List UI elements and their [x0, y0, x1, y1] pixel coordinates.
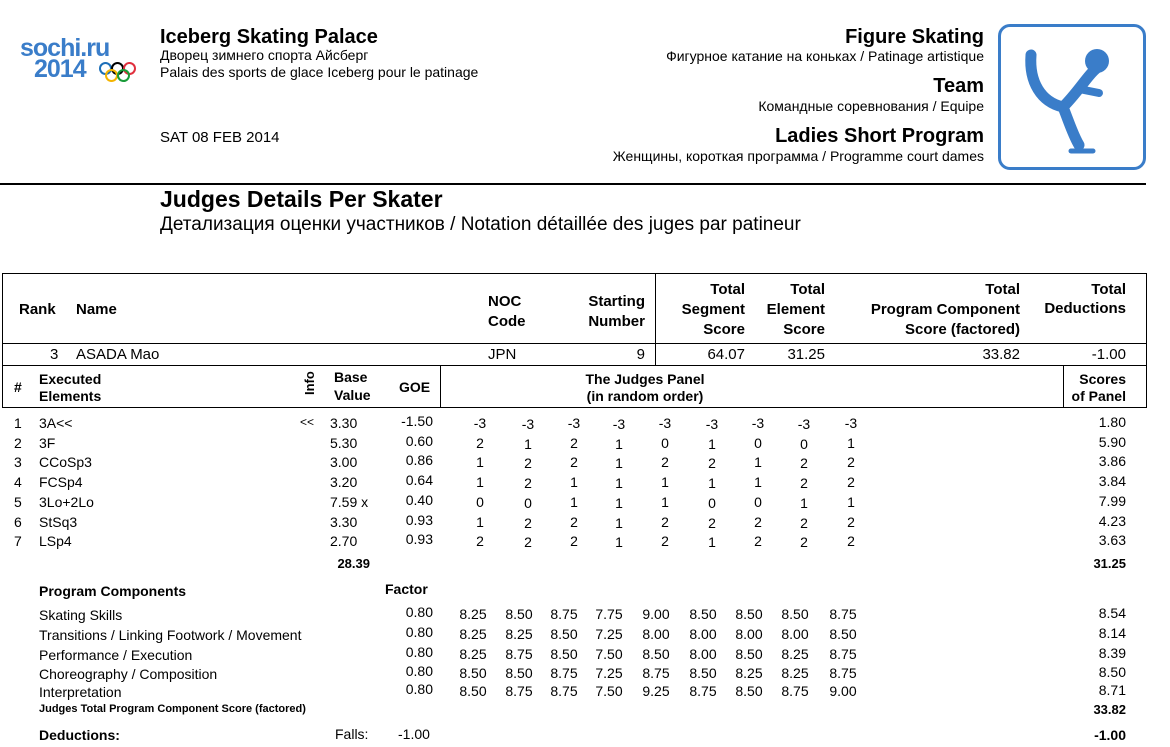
judge-mark: 8.50: [459, 683, 487, 699]
element-number: 3: [14, 454, 22, 471]
header-noc-line2: Code: [488, 313, 526, 330]
judge-score: 2: [524, 534, 532, 551]
base-value-total: 28.39: [337, 556, 370, 571]
judge-mark: 8.75: [829, 646, 857, 662]
judge-mark: 8.00: [781, 626, 809, 642]
judge-mark: 8.75: [781, 683, 809, 699]
header-start-line2: Number: [588, 313, 645, 330]
judge-score: 1: [754, 454, 762, 471]
element-score-total: 31.25: [1093, 556, 1126, 571]
falls-value: -1.00: [398, 726, 430, 742]
judge-score: 1: [708, 534, 716, 551]
judge-mark: 8.25: [459, 606, 487, 622]
header-tss-line3: Score: [703, 321, 745, 338]
judge-score: 0: [661, 434, 669, 451]
skater-total-pcs: 33.82: [982, 346, 1020, 363]
judge-score: 1: [615, 455, 623, 472]
header-tss-line2: Segment: [681, 301, 745, 318]
element-base-value: 3.30: [330, 513, 358, 530]
event-subtitle: Командные соревнования / Equipe: [758, 98, 984, 114]
element-goe: -1.50: [401, 413, 433, 429]
judge-score: 1: [615, 435, 623, 452]
element-goe: 0.60: [405, 432, 433, 449]
component-factor: 0.80: [405, 624, 433, 640]
header-tes-line3: Score: [783, 321, 825, 338]
header-pcs-line3: Score (factored): [904, 321, 1020, 338]
component-name: Interpretation: [39, 684, 122, 700]
header-ded-line2: Deductions: [1044, 300, 1126, 317]
judge-score: 1: [847, 434, 855, 451]
col-panel-line1: The Judges Panel: [585, 371, 705, 387]
deductions-total: -1.00: [1094, 727, 1126, 743]
judge-score: 2: [476, 434, 484, 451]
component-name: Performance / Execution: [39, 647, 193, 663]
component-panel-score: 8.39: [1098, 645, 1126, 661]
skater-total-segment-score: 64.07: [707, 346, 745, 363]
judge-score: 2: [708, 514, 716, 531]
judge-mark: 8.25: [505, 626, 533, 642]
header-ded-line1: Total: [1091, 281, 1126, 298]
element-base-value: 5.30: [330, 434, 358, 451]
judge-mark: 8.50: [550, 646, 578, 662]
judge-score: 2: [754, 533, 762, 550]
judge-score: 2: [800, 514, 808, 531]
judge-mark: 8.75: [550, 665, 578, 681]
component-factor: 0.80: [405, 663, 433, 679]
component-panel-score: 8.50: [1098, 664, 1126, 680]
skater-noc: JPN: [488, 346, 517, 363]
judge-score: 2: [661, 454, 669, 471]
judge-score: 0: [754, 434, 762, 451]
col-info: Info: [302, 371, 317, 395]
skater-name: ASADA Mao: [76, 346, 160, 363]
deductions-label: Deductions:: [39, 727, 120, 743]
judge-mark: 7.50: [595, 683, 623, 699]
pc-total-label: Judges Total Program Component Score (factored): [39, 703, 306, 715]
element-panel-score: 3.63: [1098, 532, 1126, 549]
judge-mark: 7.25: [595, 626, 623, 642]
segment-title: Ladies Short Program: [775, 125, 984, 147]
col-num: #: [14, 379, 22, 395]
element-panel-score: 3.86: [1098, 453, 1126, 470]
element-panel-score: 5.90: [1098, 433, 1126, 450]
judge-mark: 8.50: [689, 606, 717, 622]
judge-score: -3: [797, 416, 811, 432]
col-executed-line2: Elements: [39, 388, 102, 404]
judge-mark: 7.75: [595, 606, 623, 622]
element-name: LSp4: [39, 533, 72, 550]
element-goe: 0.40: [405, 491, 433, 508]
judge-score: 2: [570, 454, 578, 471]
judge-score: 0: [476, 493, 484, 510]
judge-mark: 8.50: [829, 626, 857, 642]
judge-score: 2: [800, 455, 808, 472]
element-base-value: 2.70: [330, 533, 358, 550]
judge-mark: 8.75: [829, 606, 857, 622]
element-base-value: 3.00: [330, 454, 358, 471]
venue-name-fr: Palais des sports de glace Iceberg pour le patinage: [160, 64, 479, 80]
element-goe: 0.93: [405, 531, 433, 548]
judge-score: 2: [570, 434, 578, 451]
judge-score: 2: [847, 454, 855, 471]
judge-mark: 8.50: [550, 626, 578, 642]
judge-mark: 8.50: [735, 646, 763, 662]
judge-mark: 8.75: [829, 665, 857, 681]
judge-mark: 8.25: [459, 646, 487, 662]
judge-score: 1: [476, 474, 484, 491]
component-panel-score: 8.54: [1098, 605, 1126, 621]
element-number: 4: [14, 474, 22, 491]
judge-mark: 9.25: [642, 683, 670, 699]
col-scores-line2: of Panel: [1071, 388, 1126, 404]
document-title: Judges Details Per Skater: [160, 186, 443, 212]
judge-score: 1: [615, 534, 623, 551]
judge-mark: 9.00: [642, 606, 670, 622]
col-base-line2: Value: [334, 387, 371, 403]
skater-start-number: 9: [636, 346, 645, 363]
element-goe: 0.64: [405, 472, 433, 489]
judge-mark: 7.50: [595, 646, 623, 662]
col-scores-line1: Scores: [1079, 371, 1126, 387]
element-name: 3Lo+2Lo: [39, 493, 94, 510]
judge-mark: 8.00: [689, 646, 717, 662]
judge-mark: 8.75: [505, 683, 533, 699]
skater-total-element-score: 31.25: [787, 346, 825, 363]
judge-score: -3: [473, 415, 487, 431]
sport-subtitle: Фигурное катание на коньках / Patinage artistique: [666, 48, 984, 64]
judge-score: -3: [751, 415, 765, 431]
header-pcs-line2: Program Component: [870, 301, 1020, 318]
event-title: Team: [933, 75, 984, 97]
judge-score: 1: [708, 475, 716, 492]
element-number: 5: [14, 493, 22, 510]
judge-mark: 8.50: [689, 665, 717, 681]
event-date: SAT 08 FEB 2014: [160, 129, 280, 146]
element-panel-score: 7.99: [1098, 492, 1126, 509]
judge-mark: 9.00: [829, 683, 857, 699]
judge-mark: 8.00: [642, 626, 670, 642]
header-pcs-line1: Total: [985, 281, 1020, 298]
judge-score: 2: [570, 533, 578, 550]
judge-score: 2: [476, 533, 484, 550]
document-subtitle: Детализация оценки участников / Notation détaillée des juges par patineur: [160, 214, 801, 235]
judge-score: 0: [524, 494, 532, 511]
judge-score: 2: [570, 513, 578, 530]
judge-score: 1: [476, 454, 484, 471]
venue-name-ru: Дворец зимнего спорта Айсберг: [160, 47, 369, 63]
judge-score: -3: [844, 415, 858, 431]
col-goe: GOE: [399, 379, 431, 395]
judge-mark: 8.75: [550, 683, 578, 699]
judge-score: 2: [661, 513, 669, 530]
element-name: StSq3: [39, 513, 78, 530]
judge-score: 1: [661, 493, 669, 510]
header-name: Name: [76, 301, 117, 318]
judge-score: 1: [476, 513, 484, 530]
element-goe: 0.93: [405, 511, 433, 528]
judge-score: 1: [615, 475, 623, 492]
logo-text-bottom: 2014: [34, 55, 86, 83]
judge-score: 1: [800, 494, 808, 511]
element-base-value: 7.59 x: [330, 493, 369, 510]
judge-score: 1: [615, 494, 623, 511]
judge-score: 2: [847, 474, 855, 491]
judge-mark: 8.75: [642, 665, 670, 681]
judge-score: 2: [524, 455, 532, 472]
skater-rank: 3: [50, 346, 59, 363]
judge-score: 1: [708, 435, 716, 452]
element-panel-score: 3.84: [1098, 473, 1126, 490]
judge-mark: 8.75: [689, 683, 717, 699]
component-panel-score: 8.71: [1098, 682, 1126, 698]
judge-score: 2: [800, 534, 808, 551]
header-start-line1: Starting: [588, 293, 645, 310]
component-factor: 0.80: [405, 644, 433, 660]
component-panel-score: 8.14: [1098, 625, 1126, 641]
judge-score: -3: [567, 415, 581, 431]
component-name: Choreography / Composition: [39, 666, 218, 682]
judge-mark: 8.25: [459, 626, 487, 642]
element-name: FCSp4: [39, 474, 83, 491]
header-rank: Rank: [19, 301, 56, 318]
judge-mark: 8.50: [735, 606, 763, 622]
judge-score: -3: [705, 416, 719, 432]
judge-score: 1: [615, 514, 623, 531]
segment-subtitle: Женщины, короткая программа / Programme court dames: [612, 148, 984, 164]
col-executed-line1: Executed: [39, 371, 102, 387]
judge-score: 0: [754, 493, 762, 510]
element-goe: 0.86: [405, 452, 433, 469]
judge-mark: 8.25: [781, 646, 809, 662]
judge-score: 2: [524, 475, 532, 492]
judge-score: 1: [661, 474, 669, 491]
judge-score: 1: [847, 493, 855, 510]
judge-score: 0: [800, 435, 808, 452]
element-number: 1: [14, 415, 22, 431]
judge-score: 1: [570, 493, 578, 510]
element-info: <<: [300, 415, 315, 429]
judge-mark: 8.50: [505, 665, 533, 681]
figure-skater-icon: [998, 24, 1146, 170]
judge-mark: 8.50: [642, 646, 670, 662]
judge-mark: 8.00: [735, 626, 763, 642]
judge-mark: 8.75: [505, 646, 533, 662]
judge-score: 1: [754, 474, 762, 491]
judge-score: 1: [524, 435, 532, 452]
element-panel-score: 1.80: [1098, 414, 1126, 430]
header-tes-line2: Element: [766, 301, 825, 318]
judge-score: -3: [612, 416, 626, 432]
judge-score: 1: [570, 474, 578, 491]
element-number: 6: [14, 513, 22, 530]
judge-mark: 8.25: [781, 665, 809, 681]
judge-score: 2: [847, 533, 855, 550]
judge-score: 2: [524, 514, 532, 531]
judge-mark: 8.75: [550, 606, 578, 622]
element-panel-score: 4.23: [1098, 512, 1126, 529]
judge-score: 2: [800, 475, 808, 492]
judge-score: 0: [708, 494, 716, 511]
judge-mark: 8.25: [735, 665, 763, 681]
judge-mark: 7.25: [595, 665, 623, 681]
col-base-line1: Base: [334, 369, 368, 385]
judge-mark: 8.00: [689, 626, 717, 642]
pc-factor-header: Factor: [385, 581, 428, 597]
element-base-value: 3.20: [330, 474, 358, 491]
judge-mark: 8.50: [781, 606, 809, 622]
element-number: 2: [14, 434, 22, 451]
header-noc-line1: NOC: [488, 293, 522, 310]
judge-score: 2: [847, 513, 855, 530]
skater-total-deductions: -1.00: [1091, 346, 1126, 363]
pc-total-value: 33.82: [1093, 702, 1126, 717]
component-name: Transitions / Linking Footwork / Movement: [39, 627, 302, 643]
element-name: CCoSp3: [39, 454, 92, 471]
judge-score: -3: [658, 415, 672, 431]
component-name: Skating Skills: [39, 607, 123, 623]
judge-score: 2: [661, 533, 669, 550]
falls-label: Falls:: [335, 726, 369, 742]
header-tes-line1: Total: [790, 281, 825, 298]
col-panel-line2: (in random order): [586, 388, 704, 404]
pc-title: Program Components: [39, 583, 187, 599]
sport-title: Figure Skating: [845, 26, 984, 48]
venue-name: Iceberg Skating Palace: [160, 26, 378, 48]
judge-score: -3: [521, 416, 535, 432]
judge-mark: 8.50: [459, 665, 487, 681]
element-name: 3A<<: [39, 415, 73, 431]
judge-score: 2: [708, 455, 716, 472]
component-factor: 0.80: [405, 604, 433, 620]
judge-score: 2: [754, 513, 762, 530]
judge-mark: 8.50: [505, 606, 533, 622]
judge-mark: 8.50: [735, 683, 763, 699]
component-factor: 0.80: [405, 681, 433, 697]
element-name: 3F: [39, 434, 56, 451]
element-number: 7: [14, 533, 22, 550]
element-base-value: 3.30: [330, 415, 358, 431]
logo-text-top: sochi.ru: [20, 34, 110, 62]
header-tss-line1: Total: [710, 281, 745, 298]
